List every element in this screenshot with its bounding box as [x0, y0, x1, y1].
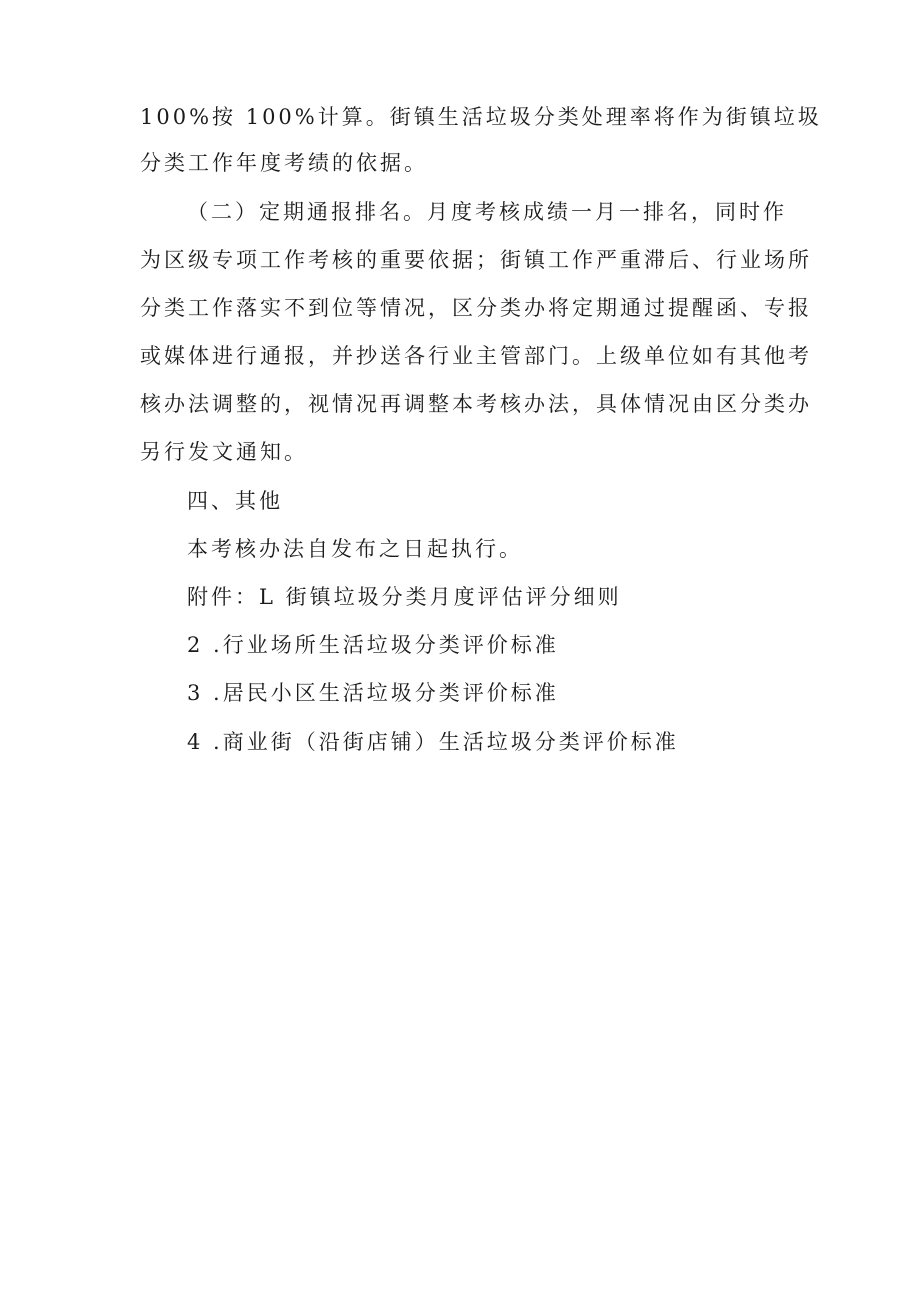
section-2-line: 分类工作落实不到位等情况，区分类办将定期通过提醒函、专报 [140, 296, 812, 320]
paragraph-line: 分类工作年度考绩的依据。 [140, 151, 428, 175]
section-4-body: 本考核办法自发布之日起执行。 [187, 537, 523, 561]
attachment-item: 2 .行业场所生活垃圾分类评价标准 [187, 633, 559, 657]
attachment-item: 3 .居民小区生活垃圾分类评价标准 [187, 681, 559, 705]
section-2-line: 核办法调整的，视情况再调整本考核办法，具体情况由区分类办 [140, 392, 812, 416]
section-2-line: 或媒体进行通报，并抄送各行业主管部门。上级单位如有其他考 [140, 344, 812, 368]
section-2-line: 为区级专项工作考核的重要依据；街镇工作严重滞后、行业场所 [140, 248, 812, 272]
attachment-item: 附件：L 街镇垃圾分类月度评估评分细则 [187, 585, 622, 609]
paragraph-line: 100%按 100%计算。街镇生活垃圾分类处理率将作为街镇垃圾 [140, 105, 822, 129]
section-2-line: 另行发文通知。 [140, 440, 308, 464]
attachment-item: 4 .商业街（沿街店铺）生活垃圾分类评价标准 [187, 730, 679, 754]
section-2-line: （二）定期通报排名。月度考核成绩一月一排名，同时作 [187, 200, 787, 224]
section-4-heading: 四、其他 [187, 489, 283, 513]
